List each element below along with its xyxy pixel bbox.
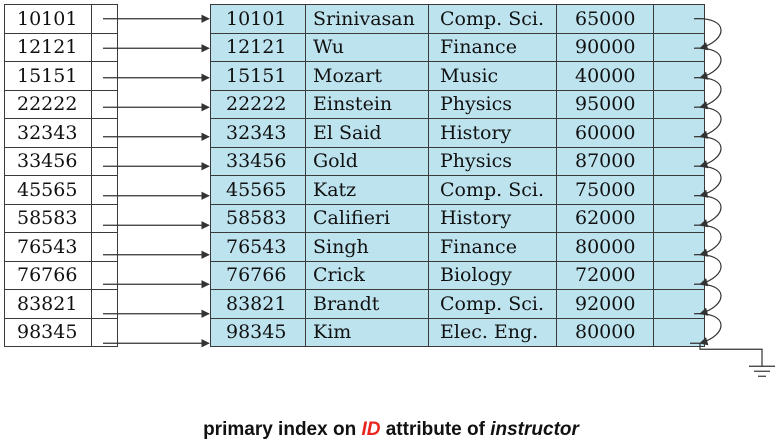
record-salary: 65000	[557, 5, 654, 34]
index-entry	[5, 318, 118, 347]
record-salary: 60000	[557, 119, 654, 148]
record-salary: 80000	[557, 233, 654, 262]
index-key: 12121	[5, 33, 92, 62]
record-id: 12121	[211, 33, 306, 62]
caption-pre: primary index on	[203, 419, 362, 440]
record-id: 76766	[211, 261, 306, 290]
record-name: Singh	[306, 233, 429, 262]
index-pointer-cell	[92, 147, 118, 176]
index-pointer-cell	[92, 261, 118, 290]
record-dept: History	[429, 119, 557, 148]
index-entry	[5, 62, 118, 91]
record-id: 22222	[211, 90, 306, 119]
null-pointer-ground-icon	[690, 343, 775, 376]
record-name: Wu	[306, 33, 429, 62]
record-dept: Music	[429, 62, 557, 91]
record-name: Mozart	[306, 62, 429, 91]
record-salary: 72000	[557, 261, 654, 290]
record-dept: Elec. Eng.	[429, 318, 557, 347]
record-salary: 40000	[557, 62, 654, 91]
index-entry	[5, 176, 118, 205]
index-pointer-cell	[92, 290, 118, 319]
record-name: Einstein	[306, 90, 429, 119]
index-key: 22222	[5, 90, 92, 119]
index-entry	[5, 5, 118, 34]
record-name: Kim	[306, 318, 429, 347]
record-id: 83821	[211, 290, 306, 319]
record-dept: Finance	[429, 33, 557, 62]
data-record	[211, 290, 705, 319]
record-dept: Physics	[429, 147, 557, 176]
record-salary: 90000	[557, 33, 654, 62]
record-next-pointer-cell	[654, 233, 705, 262]
record-id: 33456	[211, 147, 306, 176]
record-dept: Comp. Sci.	[429, 290, 557, 319]
record-next-pointer-cell	[654, 33, 705, 62]
record-next-pointer-cell	[654, 147, 705, 176]
record-id: 98345	[211, 318, 306, 347]
record-next-pointer-cell	[654, 62, 705, 91]
index-pointer-cell	[92, 33, 118, 62]
record-name: Califieri	[306, 204, 429, 233]
data-record	[211, 62, 705, 91]
record-salary: 87000	[557, 147, 654, 176]
record-id: 45565	[211, 176, 306, 205]
data-record	[211, 233, 705, 262]
index-entry	[5, 33, 118, 62]
record-next-pointer-cell	[654, 318, 705, 347]
index-entry	[5, 90, 118, 119]
index-key: 98345	[5, 318, 92, 347]
record-salary: 62000	[557, 204, 654, 233]
record-salary: 95000	[557, 90, 654, 119]
index-key: 33456	[5, 147, 92, 176]
record-id: 15151	[211, 62, 306, 91]
record-next-pointer-cell	[654, 261, 705, 290]
index-key: 76543	[5, 233, 92, 262]
record-id: 32343	[211, 119, 306, 148]
index-key: 45565	[5, 176, 92, 205]
index-key: 76766	[5, 261, 92, 290]
record-name: El Said	[306, 119, 429, 148]
index-file	[4, 4, 118, 347]
record-name: Crick	[306, 261, 429, 290]
data-record	[211, 5, 705, 34]
record-next-pointer-cell	[654, 119, 705, 148]
record-next-pointer-cell	[654, 5, 705, 34]
data-record	[211, 318, 705, 347]
record-salary: 75000	[557, 176, 654, 205]
index-entry	[5, 233, 118, 262]
data-file	[210, 4, 705, 347]
data-record	[211, 90, 705, 119]
record-next-pointer-cell	[654, 204, 705, 233]
index-key: 83821	[5, 290, 92, 319]
index-entry	[5, 147, 118, 176]
data-record	[211, 147, 705, 176]
record-name: Brandt	[306, 290, 429, 319]
index-entry	[5, 290, 118, 319]
record-id: 10101	[211, 5, 306, 34]
index-pointer-cell	[92, 90, 118, 119]
record-id: 76543	[211, 233, 306, 262]
data-record	[211, 119, 705, 148]
index-key: 32343	[5, 119, 92, 148]
data-record	[211, 261, 705, 290]
record-name: Srinivasan	[306, 5, 429, 34]
index-entry	[5, 261, 118, 290]
record-salary: 80000	[557, 318, 654, 347]
index-pointer-cell	[92, 233, 118, 262]
index-key: 10101	[5, 5, 92, 34]
record-id: 58583	[211, 204, 306, 233]
record-dept: Finance	[429, 233, 557, 262]
data-record	[211, 33, 705, 62]
record-salary: 92000	[557, 290, 654, 319]
index-key: 58583	[5, 204, 92, 233]
index-pointer-cell	[92, 119, 118, 148]
caption-mid: attribute of	[380, 419, 491, 440]
index-pointer-cell	[92, 318, 118, 347]
index-entry	[5, 204, 118, 233]
index-pointer-cell	[92, 62, 118, 91]
index-pointer-cell	[92, 176, 118, 205]
record-next-pointer-cell	[654, 176, 705, 205]
data-record	[211, 176, 705, 205]
index-pointer-cell	[92, 204, 118, 233]
record-dept: History	[429, 204, 557, 233]
record-next-pointer-cell	[654, 290, 705, 319]
caption-highlight: ID	[361, 419, 381, 440]
record-dept: Comp. Sci.	[429, 176, 557, 205]
record-next-pointer-cell	[654, 90, 705, 119]
record-name: Gold	[306, 147, 429, 176]
caption	[0, 419, 782, 441]
record-dept: Comp. Sci.	[429, 5, 557, 34]
caption-emph: instructor	[490, 419, 579, 440]
index-pointer-cell	[92, 5, 118, 34]
record-name: Katz	[306, 176, 429, 205]
index-key: 15151	[5, 62, 92, 91]
record-dept: Physics	[429, 90, 557, 119]
record-dept: Biology	[429, 261, 557, 290]
data-record	[211, 204, 705, 233]
index-entry	[5, 119, 118, 148]
